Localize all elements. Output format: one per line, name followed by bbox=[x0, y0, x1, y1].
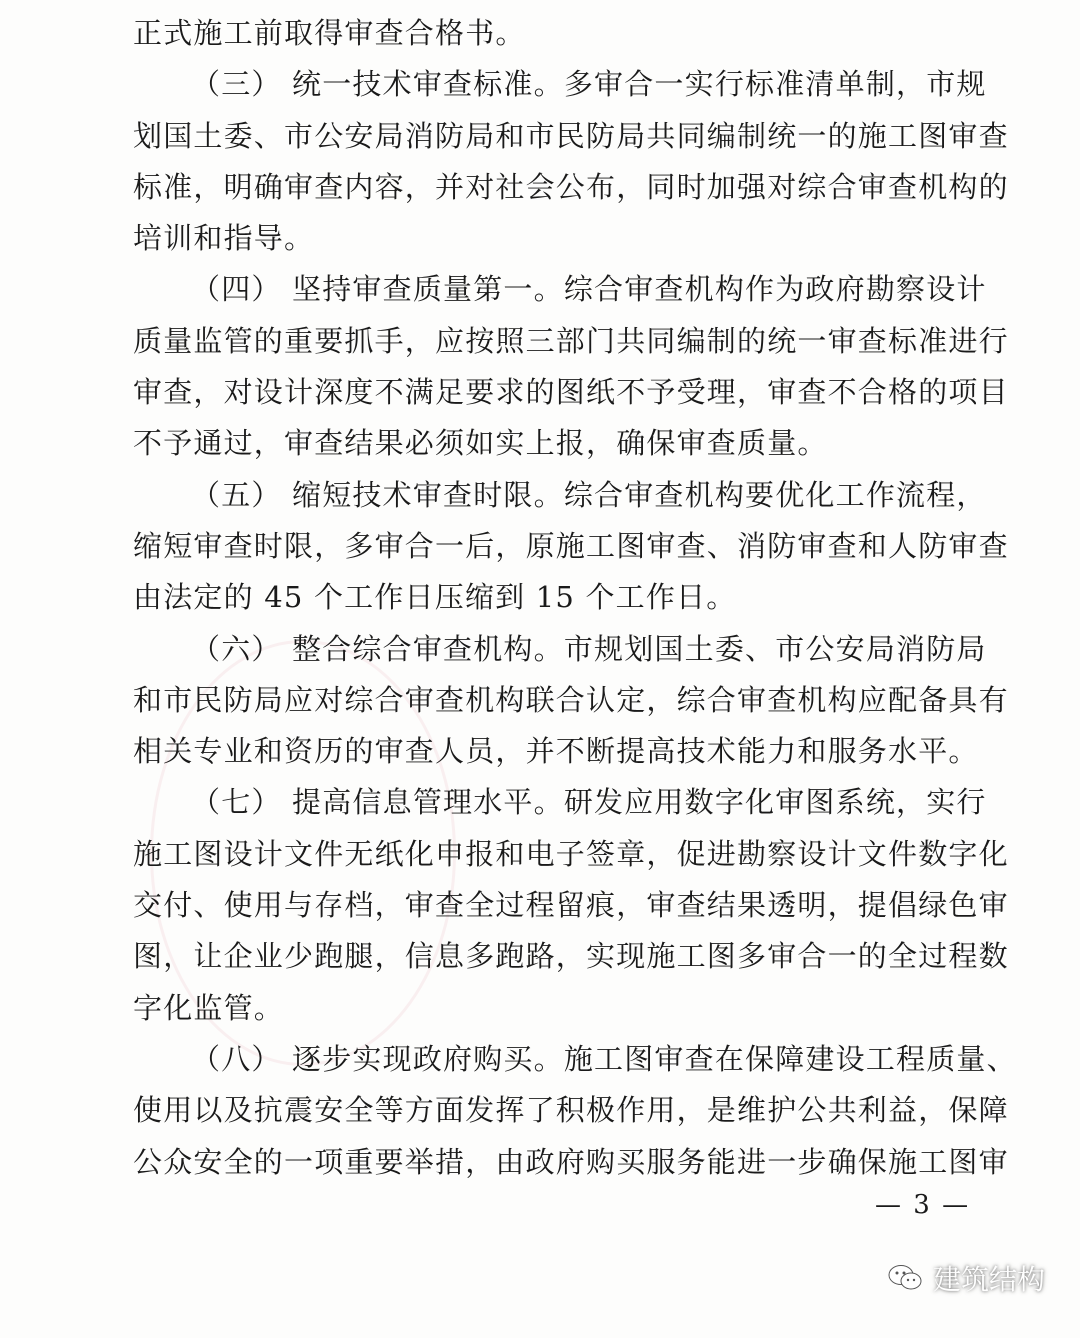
text-line: 交付、使用与存档，审查全过程留痕，审查结果透明，提倡绿色审 bbox=[133, 888, 1009, 923]
wechat-icon bbox=[887, 1263, 923, 1293]
page-number: — 3 — bbox=[875, 1190, 971, 1220]
text-line: 公众安全的一项重要举措，由政府购买服务能进一步确保施工图审 bbox=[133, 1144, 1009, 1179]
text-line: 划国土委、市公安局消防局和市民防局共同编制统一的施工图审查 bbox=[133, 118, 1009, 153]
text-line: （四） 坚持审查质量第一。综合审查机构作为政府勘察设计 bbox=[191, 272, 987, 307]
text-line: 相关专业和资历的审查人员，并不断提高技术能力和服务水平。 bbox=[133, 734, 979, 769]
text-line: 由法定的 45 个工作日压缩到 15 个工作日。 bbox=[133, 580, 737, 615]
paragraph-three bbox=[133, 59, 1017, 1188]
text-line: 字化监管。 bbox=[133, 990, 285, 1025]
text-line: （三） 统一技术审查标准。多审合一实行标准清单制，市规 bbox=[191, 67, 987, 102]
text-line: 不予通过，审查结果必须如实上报，确保审查质量。 bbox=[133, 426, 828, 461]
text-line: （八） 逐步实现政府购买。施工图审查在保障建设工程质量、 bbox=[191, 1041, 1017, 1076]
watermark-text: 建筑结构 bbox=[932, 1263, 1045, 1296]
text-line: 使用以及抗震安全等方面发挥了积极作用，是维护公共利益，保障 bbox=[133, 1093, 1009, 1128]
source-watermark bbox=[887, 1258, 1045, 1298]
text-line: 缩短审查时限，多审合一后，原施工图审查、消防审查和人防审查 bbox=[133, 528, 1009, 563]
text-line: 和市民防局应对综合审查机构联合认定，综合审查机构应配备具有 bbox=[133, 682, 1009, 717]
text-line: （五） 缩短技术审查时限。综合审查机构要优化工作流程， bbox=[191, 477, 987, 512]
text-line: 施工图设计文件无纸化申报和电子签章，促进勘察设计文件数字化 bbox=[133, 836, 1009, 871]
text-line: 图，让企业少跑腿，信息多跑路，实现施工图多审合一的全过程数 bbox=[133, 939, 1009, 974]
text-line: 标准，明确审查内容，并对社会公布，同时加强对综合审查机构的 bbox=[133, 169, 1009, 204]
text-line: （七） 提高信息管理水平。研发应用数字化审图系统，实行 bbox=[191, 785, 987, 820]
text-line: 审查，对设计深度不满足要求的图纸不予受理，审查不合格的项目 bbox=[133, 375, 1009, 410]
text-line: 培训和指导。 bbox=[133, 221, 315, 256]
text-line: （六） 整合综合审查机构。市规划国土委、市公安局消防局 bbox=[191, 631, 987, 666]
text-line: 正式施工前取得审查合格书。 bbox=[133, 16, 526, 50]
text-line: 质量监管的重要抓手，应按照三部门共同编制的统一审查标准进行 bbox=[133, 323, 1009, 358]
